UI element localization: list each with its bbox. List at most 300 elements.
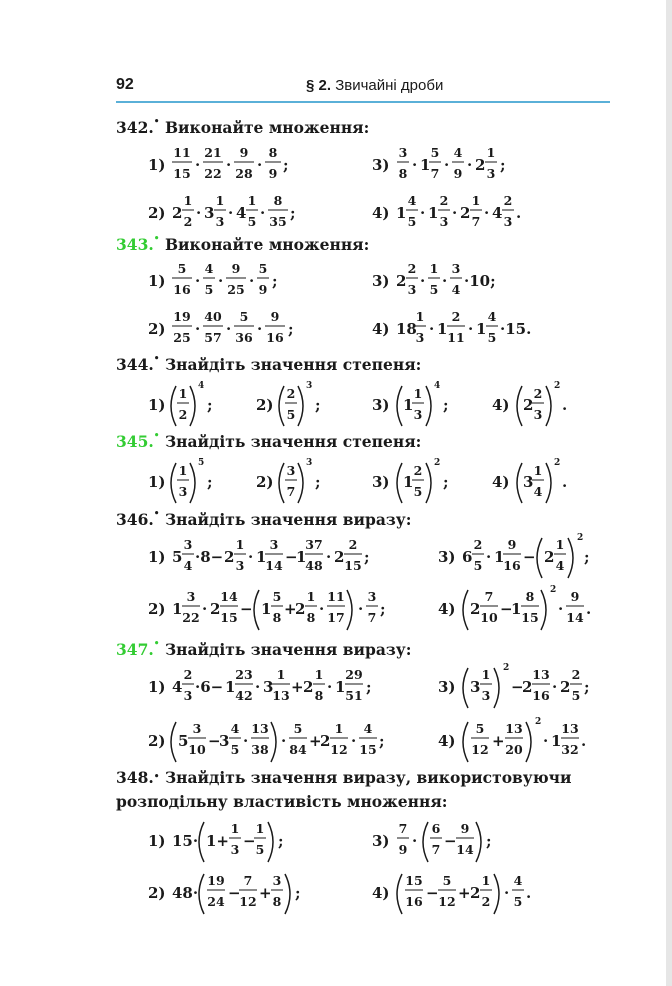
exponent: 5: [198, 458, 205, 468]
item-label: 4): [372, 204, 390, 222]
parenthesis: [541, 590, 546, 630]
fraction-part: 5: [255, 842, 265, 857]
item-label: 2): [148, 320, 166, 338]
fraction-part: 1: [235, 537, 245, 552]
fraction-part: 84: [289, 742, 307, 757]
item-label: 4): [372, 320, 390, 338]
fraction-part: 7: [430, 166, 440, 181]
fraction-part: 2: [533, 386, 543, 401]
fraction-part: 1: [306, 589, 316, 604]
math-symbol: ;: [379, 732, 385, 750]
parenthesis: [517, 463, 522, 503]
math-symbol: ·: [420, 204, 426, 222]
fraction-part: 36: [235, 330, 253, 345]
item-label: 4): [438, 732, 456, 750]
parenthesis: [426, 386, 431, 426]
math-symbol: 1: [256, 548, 267, 566]
task-347-expr-2: [148, 716, 433, 764]
fraction-part: 5: [487, 330, 497, 345]
parenthesis: [285, 874, 290, 914]
fraction-part: 3: [183, 537, 193, 552]
math-symbol: ·: [228, 204, 234, 222]
task-342-expr-4: [372, 188, 592, 236]
math-symbol: 48·: [172, 884, 199, 902]
fraction-part: 3: [286, 463, 296, 478]
math-symbol: ;: [380, 600, 386, 618]
math-symbol: −: [511, 678, 524, 696]
task-346-heading: [116, 510, 411, 529]
math-symbol: ·: [504, 884, 510, 902]
task-346-expr-1: [148, 532, 418, 580]
fraction-part: 9: [270, 309, 280, 324]
fraction-part: 3: [407, 282, 417, 297]
fraction-part: 3: [486, 166, 496, 181]
math-symbol: +: [309, 732, 322, 750]
task-346-expr-4: [438, 584, 638, 632]
math-symbol: ;: [207, 473, 213, 491]
fraction-part: 37: [305, 537, 323, 552]
math-symbol: 4: [172, 678, 183, 696]
math-symbol: 1: [172, 600, 183, 618]
fraction-part: 13: [272, 688, 290, 703]
item-label: 2): [148, 600, 166, 618]
parenthesis: [537, 538, 542, 578]
fraction-part: 19: [207, 873, 225, 888]
fraction-part: 15: [521, 610, 539, 625]
fraction-part: 9: [398, 842, 408, 857]
task-number: 347.•: [116, 639, 160, 659]
math-symbol: 3: [523, 473, 534, 491]
exponent: 4: [198, 381, 205, 391]
item-label: 3): [372, 156, 390, 174]
math-symbol: 2: [396, 272, 407, 290]
task-instruction: Знайдіть значення степеня:: [164, 432, 422, 451]
math-symbol: ·: [429, 320, 435, 338]
fraction-part: 6: [431, 821, 441, 836]
math-symbol: ·: [196, 204, 202, 222]
math-symbol: ;: [278, 832, 284, 850]
fraction-part: 14: [566, 610, 584, 625]
math-symbol: ·: [243, 732, 249, 750]
fraction-numerator: 8: [268, 145, 278, 160]
fraction-part: 5: [293, 721, 303, 736]
parenthesis: [298, 386, 303, 426]
fraction-part: 7: [367, 610, 377, 625]
section-number: § 2.: [306, 77, 332, 94]
header-rule: [116, 101, 610, 103]
math-symbol: 1: [420, 156, 431, 174]
task-instruction: Знайдіть значення виразу:: [164, 640, 412, 659]
fraction-part: 5: [230, 742, 240, 757]
item-label: 2): [148, 204, 166, 222]
exponent: 2: [535, 717, 542, 727]
math-symbol: ·: [468, 320, 474, 338]
fraction-part: 9: [258, 282, 268, 297]
fraction-part: 7: [431, 842, 441, 857]
math-symbol: +: [291, 678, 304, 696]
math-symbol: ·: [412, 832, 418, 850]
fraction-part: 1: [486, 145, 496, 160]
fraction-part: 3: [415, 330, 425, 345]
item-label: 3): [372, 272, 390, 290]
exponent: 2: [434, 458, 441, 468]
fraction-denominator: 15: [173, 166, 191, 181]
math-symbol: ;: [584, 678, 590, 696]
parenthesis: [279, 386, 284, 426]
fraction-part: 2: [451, 309, 461, 324]
fraction-part: 8: [272, 894, 282, 909]
item-label: 3): [372, 396, 390, 414]
math-symbol: −: [523, 548, 536, 566]
fraction-part: 1: [215, 193, 225, 208]
task-345-expr-2: [256, 455, 356, 503]
fraction-part: 5: [430, 145, 440, 160]
fraction-part: 3: [533, 407, 543, 422]
math-symbol: ;: [364, 548, 370, 566]
fraction-part: 9: [507, 537, 517, 552]
fraction-part: 3: [367, 589, 377, 604]
exponent: 2: [577, 533, 584, 543]
task-number: 342.•: [116, 117, 160, 137]
parenthesis: [171, 386, 176, 426]
math-symbol: ·: [358, 600, 364, 618]
math-symbol: ;: [486, 832, 492, 850]
math-symbol: 1: [335, 678, 346, 696]
fraction-part: 32: [561, 742, 579, 757]
math-symbol: .: [526, 884, 532, 902]
fraction-part: 17: [327, 610, 345, 625]
math-symbol: ·: [326, 548, 332, 566]
parenthesis: [397, 463, 402, 503]
parenthesis: [347, 590, 352, 630]
math-symbol: −: [240, 600, 253, 618]
fraction-part: 13: [532, 667, 550, 682]
fraction-part: 1: [183, 193, 193, 208]
math-symbol: ·: [552, 678, 558, 696]
fraction-part: 1: [481, 873, 491, 888]
math-symbol: 15·: [172, 832, 199, 850]
math-symbol: 2: [470, 600, 481, 618]
parenthesis: [190, 386, 195, 426]
fraction-part: 14: [456, 842, 474, 857]
item-label: 1): [148, 832, 166, 850]
fraction-part: 57: [204, 330, 222, 345]
math-symbol: 2: [544, 548, 555, 566]
fraction-part: 9: [570, 589, 580, 604]
fraction-part: 4: [513, 873, 523, 888]
fraction-part: 2: [348, 537, 358, 552]
math-symbol: ;: [584, 548, 590, 566]
math-symbol: ;: [315, 473, 321, 491]
fraction-part: 5: [442, 873, 452, 888]
fraction-part: 2: [183, 667, 193, 682]
item-label: 1): [148, 473, 166, 491]
fraction-part: 51: [345, 688, 363, 703]
math-symbol: ·: [195, 156, 201, 174]
fraction-part: 10: [188, 742, 206, 757]
task-344-heading: [116, 355, 421, 374]
task-instruction: Знайдіть значення виразу, використовуючи розподільну властивість множення:: [116, 768, 572, 811]
fraction-part: 5: [475, 721, 485, 736]
math-symbol: ·: [257, 320, 263, 338]
fraction-part: 7: [286, 484, 296, 499]
fraction-part: 4: [555, 558, 565, 573]
fraction-part: 35: [269, 214, 287, 229]
math-symbol: ;: [272, 272, 278, 290]
math-symbol: −: [228, 884, 241, 902]
fraction-part: 1: [481, 667, 491, 682]
fraction-part: 4: [183, 558, 193, 573]
fraction-part: 48: [305, 558, 323, 573]
math-symbol: 3: [470, 678, 481, 696]
math-symbol: ·: [257, 156, 263, 174]
task-342-expr-1: [148, 140, 348, 188]
math-symbol: ·: [226, 320, 232, 338]
task-number: 345.•: [116, 431, 160, 451]
item-label: 3): [438, 678, 456, 696]
parenthesis: [426, 463, 431, 503]
exponent: 2: [503, 663, 510, 673]
exponent: 3: [306, 381, 313, 391]
math-symbol: .: [562, 396, 568, 414]
math-symbol: −: [444, 832, 457, 850]
math-symbol: −: [426, 884, 439, 902]
task-343-expr-3: [372, 256, 592, 304]
fraction-part: 3: [215, 214, 225, 229]
math-symbol: 2: [303, 678, 314, 696]
fraction-part: 8: [525, 589, 535, 604]
math-symbol: ;: [295, 884, 301, 902]
math-symbol: ·: [226, 156, 232, 174]
math-symbol: 5: [172, 548, 183, 566]
item-label: 1): [148, 678, 166, 696]
fraction-part: 2: [407, 261, 417, 276]
fraction-part: 1: [415, 309, 425, 324]
math-symbol: ·15.: [500, 320, 532, 338]
fraction-numerator: 21: [204, 145, 222, 160]
parenthesis: [568, 538, 573, 578]
page-number: 92: [116, 76, 134, 93]
fraction-part: 13: [251, 721, 269, 736]
fraction-part: 1: [255, 821, 265, 836]
fraction-part: 3: [451, 261, 461, 276]
fraction-part: 8: [272, 610, 282, 625]
fraction-part: 1: [178, 463, 188, 478]
fraction-part: 4: [533, 484, 543, 499]
fraction-part: 12: [438, 894, 456, 909]
math-symbol: 2: [320, 732, 331, 750]
fraction-part: 5: [258, 261, 268, 276]
math-symbol: 4: [492, 204, 503, 222]
fraction-part: 3: [235, 558, 245, 573]
task-348-expr-1: [148, 816, 348, 864]
fraction-part: 3: [413, 407, 423, 422]
math-symbol: ·: [486, 548, 492, 566]
math-symbol: ·: [195, 272, 201, 290]
fraction-part: 16: [532, 688, 550, 703]
math-symbol: 1: [428, 204, 439, 222]
math-symbol: ·8−: [195, 548, 224, 566]
item-label: 1): [148, 548, 166, 566]
fraction-part: 42: [235, 688, 253, 703]
math-symbol: .: [562, 473, 568, 491]
fraction-part: 3: [439, 214, 449, 229]
fraction-part: 5: [239, 309, 249, 324]
parenthesis: [199, 822, 204, 862]
parenthesis: [171, 463, 176, 503]
fraction-part: 8: [306, 610, 316, 625]
math-symbol: ;: [443, 473, 449, 491]
math-symbol: ;: [315, 396, 321, 414]
item-label: 3): [438, 548, 456, 566]
fraction-part: 5: [204, 282, 214, 297]
math-symbol: 2: [334, 548, 345, 566]
math-symbol: 1: [551, 732, 562, 750]
fraction-part: 20: [505, 742, 523, 757]
task-348-expr-3: [372, 816, 572, 864]
parenthesis: [254, 590, 259, 630]
math-symbol: 6: [462, 548, 473, 566]
fraction-part: 25: [227, 282, 245, 297]
task-instruction: Виконайте множення:: [164, 235, 370, 254]
math-symbol: +: [492, 732, 505, 750]
math-symbol: 1+: [206, 832, 230, 850]
math-symbol: .: [516, 204, 522, 222]
fraction-part: 12: [471, 742, 489, 757]
fraction-part: 5: [473, 558, 483, 573]
fraction-denominator: 9: [268, 166, 278, 181]
fraction-part: 5: [272, 589, 282, 604]
parenthesis: [397, 386, 402, 426]
fraction-part: 13: [561, 721, 579, 736]
math-symbol: 2: [560, 678, 571, 696]
fraction-part: 5: [413, 484, 423, 499]
math-symbol: .: [586, 600, 592, 618]
fraction-numerator: 9: [239, 145, 249, 160]
task-instruction: Знайдіть значення степеня:: [164, 355, 422, 374]
fraction-part: 9: [460, 821, 470, 836]
fraction-part: 1: [314, 667, 324, 682]
fraction-part: 5: [571, 688, 581, 703]
fraction-part: 1: [334, 721, 344, 736]
math-symbol: .: [581, 732, 587, 750]
math-symbol: 4: [236, 204, 247, 222]
math-symbol: +: [284, 600, 297, 618]
fraction-part: 8: [398, 166, 408, 181]
fraction-part: 1: [413, 386, 423, 401]
fraction-part: 3: [272, 873, 282, 888]
task-344-expr-2: [256, 378, 356, 426]
fraction-part: 22: [182, 610, 200, 625]
fraction-part: 38: [251, 742, 269, 757]
task-345-expr-1: [148, 455, 248, 503]
fraction-part: 29: [345, 667, 363, 682]
fraction-part: 9: [453, 166, 463, 181]
item-label: 2): [256, 473, 274, 491]
math-symbol: ·: [420, 272, 426, 290]
math-symbol: 2: [522, 678, 533, 696]
fraction-part: 15: [220, 610, 238, 625]
parenthesis: [517, 386, 522, 426]
fraction-part: 5: [429, 282, 439, 297]
task-348-heading: [116, 766, 616, 814]
task-344-expr-4: [492, 378, 592, 426]
math-symbol: ·: [484, 204, 490, 222]
page-header: [116, 76, 610, 102]
math-symbol: ;: [443, 396, 449, 414]
fraction-part: 3: [269, 537, 279, 552]
task-number: 343.•: [116, 234, 160, 254]
fraction-part: 16: [503, 558, 521, 573]
item-label: 3): [372, 473, 390, 491]
math-symbol: 1: [396, 204, 407, 222]
section-title: [306, 77, 443, 94]
math-symbol: 1: [296, 548, 307, 566]
math-symbol: 1: [403, 473, 414, 491]
task-348-expr-4: [372, 868, 592, 916]
item-label: 2): [256, 396, 274, 414]
task-342-expr-2: [148, 188, 348, 236]
fraction-part: 1: [533, 463, 543, 478]
math-symbol: ·: [319, 600, 325, 618]
fraction-part: 2: [481, 894, 491, 909]
fraction-part: 2: [183, 214, 193, 229]
fraction-part: 13: [505, 721, 523, 736]
math-symbol: ·: [452, 204, 458, 222]
fraction-part: 2: [439, 193, 449, 208]
fraction-part: 1: [471, 193, 481, 208]
parenthesis: [298, 463, 303, 503]
item-label: 4): [492, 473, 510, 491]
fraction-part: 8: [314, 688, 324, 703]
fraction-part: 7: [471, 214, 481, 229]
math-symbol: ·10;: [464, 272, 496, 290]
item-label: 1): [148, 272, 166, 290]
fraction-part: 3: [481, 688, 491, 703]
task-345-expr-4: [492, 455, 592, 503]
fraction-part: 14: [220, 589, 238, 604]
task-343-expr-1: [148, 256, 348, 304]
math-symbol: ;: [283, 156, 289, 174]
parenthesis: [463, 590, 468, 630]
fraction-part: 11: [327, 589, 345, 604]
fraction-part: 19: [173, 309, 191, 324]
fraction-part: 24: [207, 894, 225, 909]
task-343-expr-4: [372, 304, 592, 352]
fraction-part: 3: [178, 484, 188, 499]
math-symbol: ·: [281, 732, 287, 750]
fraction-part: 7: [398, 821, 408, 836]
task-343-heading: [116, 235, 369, 254]
fraction-part: 2: [286, 386, 296, 401]
math-symbol: +: [458, 884, 471, 902]
exponent: 2: [554, 381, 561, 391]
task-348-expr-2: [148, 868, 348, 916]
math-symbol: 1: [511, 600, 522, 618]
fraction-part: 4: [230, 721, 240, 736]
item-label: 4): [492, 396, 510, 414]
math-symbol: ·: [195, 320, 201, 338]
parenthesis: [268, 822, 273, 862]
fraction-part: 3: [183, 688, 193, 703]
math-symbol: −: [208, 732, 221, 750]
fraction-part: 12: [239, 894, 257, 909]
math-symbol: 1: [494, 548, 505, 566]
task-number: 348.•: [116, 768, 160, 787]
parenthesis: [463, 722, 468, 762]
fraction-part: 15: [359, 742, 377, 757]
math-symbol: 2: [460, 204, 471, 222]
